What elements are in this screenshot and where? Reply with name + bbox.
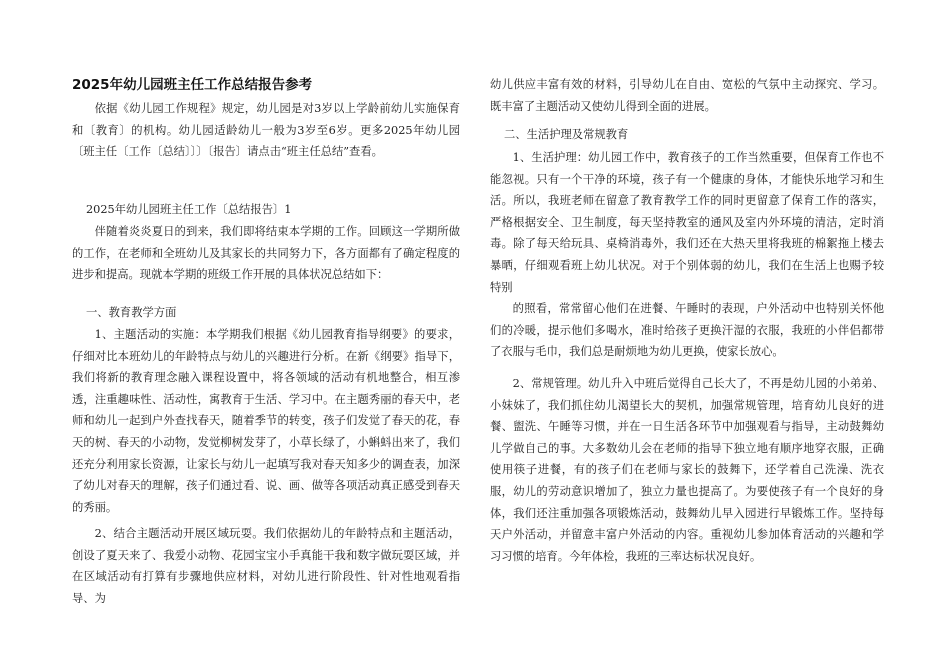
report-subtitle: 2025年幼儿园班主任工作〔总结报告〕1 xyxy=(86,203,292,216)
intro-paragraph: 依据《幼儿园工作规程》规定，幼儿园是对3岁以上学龄前幼儿实施保育和〔教育〕的机构。幼儿园适龄幼儿一般为3岁至6岁。更多2025年幼儿园〔班主任〔工作〔总结〕〕〕〔报告〕请点击“班主任总结”查看。 xyxy=(72,102,460,159)
materials-paragraph: 幼儿供应丰富有效的材料，引导幼儿在自由、宽松的气氛中主动探究、学习。既丰富了主题活动又使幼儿得到全面的进展。 xyxy=(490,78,884,113)
life-care-paragraph: 1、生活护理：幼儿园工作中，教育孩子的工作当然重要，但保育工作也不能忽视。只有一个干净的环境，孩子有一个健康的身体，才能快乐地学习和生活。所以，我班老师在留意了教育教学工作的同时更留意了保育工作的落实，严格根据安全、卫生制度，每天坚持教室的通风及室内外环境的清洁，定时消毒。除了每天给玩具、桌椅消毒外，我们还在大热天里将我班的棉絮拖上楼去暴晒，仔细观看班上幼儿状况。对于个别体弱的幼儿，我们在生活上也赐予较特别 xyxy=(490,151,884,294)
life-care-continued-paragraph: 的照看，常常留心他们在进餐、午睡时的表现，户外活动中也特别关怀他们的冷暖，提示他们多喝水，准时给孩子更换汗湿的衣服，我班的小伴侣都带了衣服与毛巾，我们总是耐烦地为幼儿更换，使家长放心。 xyxy=(490,302,884,359)
section-heading-teaching: 一、教育教学方面 xyxy=(86,306,177,319)
document-title: 2025年幼儿园班主任工作总结报告参考 xyxy=(72,77,313,93)
opening-paragraph: 伴随着炎炎夏日的到来，我们即将结束本学期的工作。回顾这一学期所做的工作，在老师和全班幼儿及其家长的共同努力下，各方面都有了确定程度的进步和提高。现就本学期的班级工作开展的具体状况总结如下： xyxy=(72,225,460,282)
routine-management-paragraph: 2、常规管理。幼儿升入中班后觉得自己长大了，不再是幼儿园的小弟弟、小妹妹了，我们抓住幼儿渴望长大的契机，加强常规管理，培育幼儿良好的进餐、盥洗、午睡等习惯，并在一日生活各环节中加强观看与指导，主动鼓舞幼儿学做自己的事。大多数幼儿会在老师的指导下独立地有顺序地穿衣服，正确使用筷子进餐，有的孩子们在老师与家长的鼓舞下，还学着自己洗澡、洗衣服，幼儿的劳动意识增加了，独立力量也提高了。为要使孩子有一个良好的身体，我们还注重加强各项锻炼活动，鼓舞幼儿早入园进行早锻炼工作。坚持每天户外活动，并留意丰富户外活动的内容。重视幼儿参加体育活动的兴趣和学习习惯的培育。今年体检，我班的三率达标状况良好。 xyxy=(490,377,884,563)
area-play-paragraph: 2、结合主题活动开展区域玩耍。我们依据幼儿的年龄特点和主题活动，创设了夏天来了、我爱小动物、花园宝宝小手真能干我和数字做玩耍区域，并在区域活动有打算有步骤地供应材料，对幼儿进行阶段性、针对性地观看指导、为 xyxy=(72,527,460,605)
section-heading-care: 二、生活护理及常规教育 xyxy=(504,128,629,141)
theme-activity-paragraph: 1、主题活动的实施：本学期我们根据《幼儿园教育指导纲要》的要求，仔细对比本班幼儿的年龄特点与幼儿的兴趣进行分析。在新《纲要》指导下，我们将新的教育理念融入课程设置中，将各领域的活动有机地整合，相互渗透，注重趣味性、活动性，寓教育于生活、学习中。在主题秀丽的春天中，老师和幼儿一起到户外查找春天，随着季节的转变，孩子们发觉了春天的花，春天的树、春天的小动物，发觉柳树发芽了，小草长绿了，小蝌蚪出来了，我们还充分利用家长资源，让家长与幼儿一起填写我对春天知多少的调查表，加深了幼儿对春天的理解，孩子们通过看、说、画、做等各项活动真正感受到春天的秀丽。 xyxy=(72,328,460,514)
